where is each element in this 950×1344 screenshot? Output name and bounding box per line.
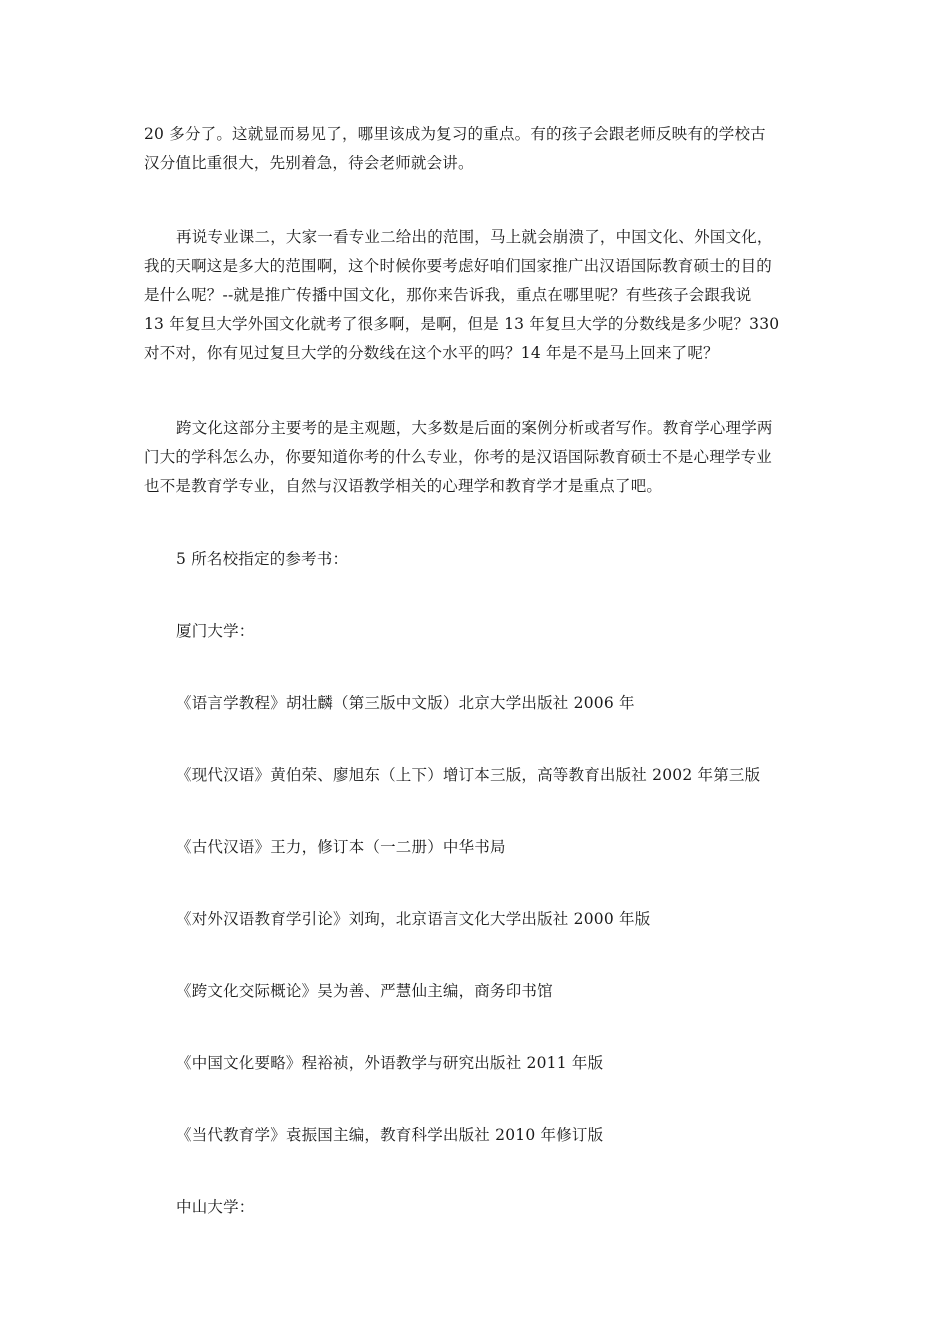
book-item: 《对外汉语教育学引论》刘珣，北京语言文化大学出版社 2000 年版 xyxy=(176,910,651,928)
book-item: 《语言学教程》胡壮麟（第三版中文版）北京大学出版社 2006 年 xyxy=(176,694,635,712)
text-line: 20 多分了。这就显而易见了，哪里该成为复习的重点。有的孩子会跟老师反映有的学校古 xyxy=(144,125,766,143)
text-line: 也不是教育学专业，自然与汉语教学相关的心理学和教育学才是重点了吧。 xyxy=(144,477,663,495)
book-item: 《中国文化要略》程裕祯，外语教学与研究出版社 2011 年版 xyxy=(176,1054,604,1072)
book-item: 《跨文化交际概论》吴为善、严慧仙主编，商务印书馆 xyxy=(176,982,553,1000)
book-item: 《现代汉语》黄伯荣、廖旭东（上下）增订本三版，高等教育出版社 2002 年第三版 xyxy=(176,766,761,784)
paragraph-1 xyxy=(144,120,814,178)
text-line: 跨文化这部分主要考的是主观题，大多数是后面的案例分析或者写作。教育学心理学两 xyxy=(176,419,773,437)
text-line: 汉分值比重很大，先别着急，待会老师就会讲。 xyxy=(144,154,474,172)
text-line: 是什么呢？--就是推广传播中国文化，那你来告诉我，重点在哪里呢？有些孩子会跟我说 xyxy=(144,286,752,304)
book-item: 《当代教育学》袁振国主编，教育科学出版社 2010 年修订版 xyxy=(176,1126,604,1144)
reference-list-heading: 5 所名校指定的参考书： xyxy=(176,550,349,568)
school-label-zhongshan: 中山大学： xyxy=(176,1198,255,1216)
paragraph-2 xyxy=(144,223,814,368)
text-line: 我的天啊这是多大的范围啊，这个时候你要考虑好咱们国家推广出汉语国际教育硕士的目的 xyxy=(144,257,773,275)
text-line: 再说专业课二，大家一看专业二给出的范围，马上就会崩溃了，中国文化、外国文化， xyxy=(176,228,773,246)
school-label-xiamen: 厦门大学： xyxy=(176,622,255,640)
book-item: 《古代汉语》王力，修订本（一二册）中华书局 xyxy=(176,838,506,856)
text-line: 对不对，你有见过复旦大学的分数线在这个水平的吗？14 年是不是马上回来了呢？ xyxy=(144,344,719,362)
text-line: 13 年复旦大学外国文化就考了很多啊，是啊，但是 13 年复旦大学的分数线是多少呢？330 xyxy=(144,315,780,333)
paragraph-3 xyxy=(144,414,814,501)
text-line: 门大的学科怎么办，你要知道你考的什么专业，你考的是汉语国际教育硕士不是心理学专业 xyxy=(144,448,773,466)
